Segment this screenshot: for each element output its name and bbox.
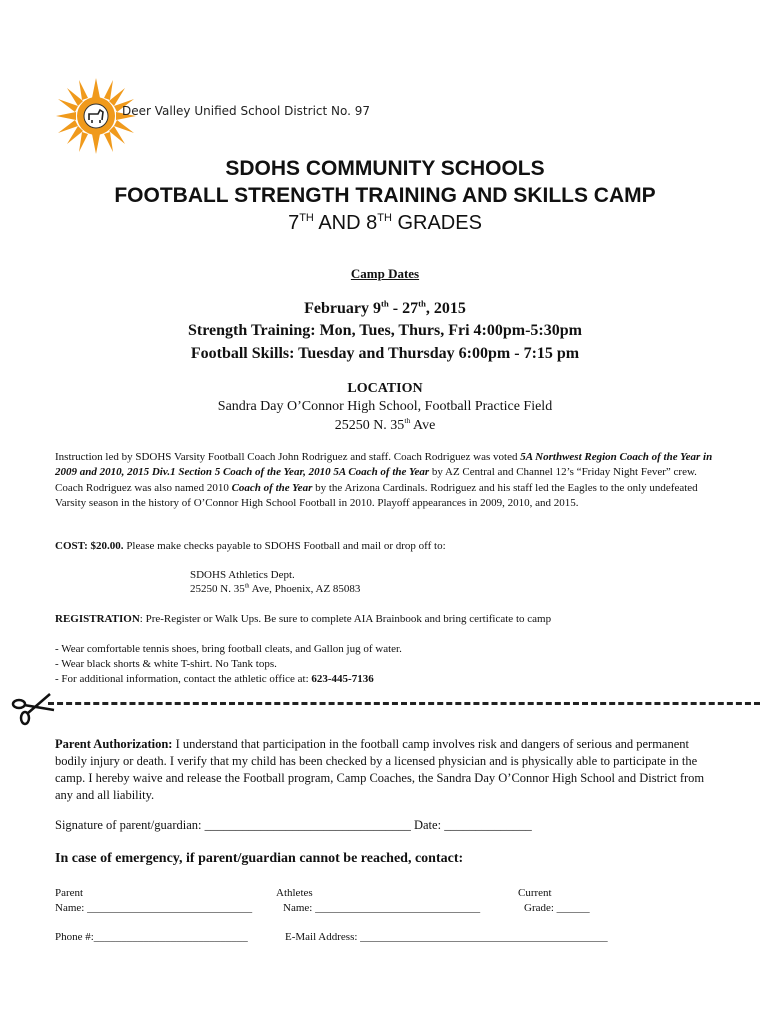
list-item: - For additional information, contact the athletic office at: 623-445-7136 xyxy=(55,673,374,685)
mail-address-line2: 25250 N. 35th Ave, Phoenix, AZ 85083 xyxy=(190,583,361,595)
emergency-heading: In case of emergency, if parent/guardian cannot be reached, contact: xyxy=(55,851,464,866)
grades-line: 7TH AND 8TH GRADES xyxy=(288,211,482,234)
cost-line: COST: $20.00. Please make checks payable to SDOHS Football and mail or drop off to: xyxy=(55,540,446,552)
signature-field[interactable]: _________________________________ xyxy=(204,818,411,832)
district-name: Deer Valley Unified School District No. 97 xyxy=(122,104,371,118)
camp-dates-heading: Camp Dates xyxy=(350,266,420,281)
parent-name-field[interactable]: Name: ______________________________ xyxy=(55,902,253,914)
instruction-paragraph: Instruction led by SDOHS Varsity Football Coach John Rodriguez and staff. Coach Rodriguez was voted 5A Northwest Region Coach of the Year in 2009 and 2010, 2015 Div.1 Section 5 Coach of the Year, 2010 5A Coach of the Year by AZ Central and Channel 12’s “Friday Night Fever” crew. Coach Rodriguez was also named 2010 Coach of the Year by the Arizona Cardinals. Rodriguez and his staff led the Eagles to the only undefeated Varsity season in the history of O’Connor High School Football in 2010. Playoff appearances in 2009, 2010, and 2015. xyxy=(55,451,713,510)
list-item: - Wear comfortable tennis shoes, bring football cleats, and Gallon jug of water. xyxy=(55,643,402,655)
email-field[interactable]: E-Mail Address: _____________________________________________ xyxy=(285,931,608,943)
athletes-name-field[interactable]: Name: ______________________________ xyxy=(283,902,481,914)
current-label: Current xyxy=(518,887,552,899)
page-subtitle: FOOTBALL STRENGTH TRAINING AND SKILLS CAMP xyxy=(114,184,656,207)
phone-number: 623-445-7136 xyxy=(311,673,374,685)
page-title: SDOHS COMMUNITY SCHOOLS xyxy=(225,157,545,180)
cut-line xyxy=(48,702,760,705)
registration-line: REGISTRATION: Pre-Register or Walk Ups. Be sure to complete AIA Brainbook and bring certificate to camp xyxy=(55,613,552,625)
camp-dates: February 9th - 27th, 2015 xyxy=(304,298,466,317)
strength-schedule: Strength Training: Mon, Tues, Thurs, Fri 4:00pm-5:30pm xyxy=(188,322,582,339)
athletes-label: Athletes xyxy=(276,887,313,899)
skills-schedule: Football Skills: Tuesday and Thursday 6:00pm - 7:15 pm xyxy=(190,345,580,362)
mail-address-line1: SDOHS Athletics Dept. xyxy=(190,569,295,581)
phone-field[interactable]: Phone #:____________________________ xyxy=(55,931,248,943)
list-item: - Wear black shorts & white T-shirt. No Tank tops. xyxy=(55,658,277,670)
signature-line: Signature of parent/guardian: _________________________________ Date: ______________ xyxy=(55,818,532,832)
grade-field[interactable]: Grade: ______ xyxy=(524,902,590,914)
location-address: 25250 N. 35th Ave xyxy=(334,416,436,433)
location-heading: LOCATION xyxy=(347,381,423,396)
scissors-icon xyxy=(10,688,56,728)
location-place: Sandra Day O’Connor High School, Football Practice Field xyxy=(217,399,553,414)
parent-label: Parent xyxy=(55,887,84,899)
authorization-paragraph: Parent Authorization: I understand that participation in the football camp involves risk and dangers of serious and permanent bodily injury or death. I verify that my child has been checked by a licensed physician and is physically able to participate in the camp. I hereby waive and release the Football program, Camp Coaches, the Sandra Day O’Connor High School and District from any and all liability. xyxy=(55,737,705,802)
date-field[interactable]: ______________ xyxy=(444,818,532,832)
